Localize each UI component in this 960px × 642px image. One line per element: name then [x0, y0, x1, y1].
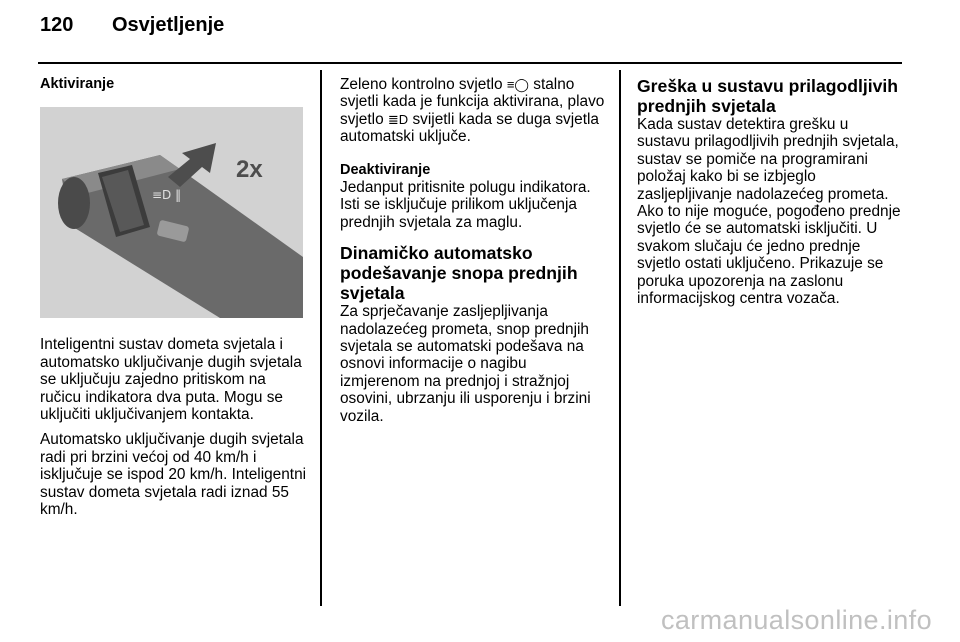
section-heading: Dinamičko automatsko podešavanje snopa prednjih svjetala — [340, 243, 578, 304]
light-symbol-icon: ≡D ‖ — [152, 188, 182, 203]
paragraph: Kada sustav detektira grešku u sustavu prilagodljivih prednjih svjetala, sustav se pomiče na programirani položaj kako bi se izbjeglo zasljepljivanje nadolazećeg prometa. Ako to nije moguće, pogođeno prednje svjetlo će se automatski isključiti. U svakom slučaju će jedno prednje svjetlo ostati uključeno. Prikazuje se poruka upozorenja na zaslonu informacijskog centra vozača. — [637, 116, 901, 308]
high-beam-icon: ≣D — [387, 111, 409, 127]
section-heading: Greška u sustavu prilagodljivih prednjih svjetala — [637, 76, 899, 116]
paragraph: Za sprječavanje zasljepljivanja nadolazećeg prometa, snop prednjih svjetala se automatski podešava na osnovi informacije o nagibu izmjerenom na prednjoj i stražnjoj osovini, ubrzanju ili usporenju i brzini vozila. — [340, 303, 591, 425]
paragraph: Automatsko uključivanje dugih svjetala radi pri brzini većoj od 40 km/h i isključuje se ispod 20 km/h. Inteligentni sustav dometa svjetala radi iznad 55 km/h. — [40, 431, 307, 519]
paragraph: Inteligentni sustav dometa svjetala i automatsko uključivanje dugih svjetala se uključuju zajedno pritiskom na ručicu indikatora dva puta. Mogu se uključiti uključivanjem kontakta. — [40, 336, 302, 424]
watermark: carmanualsonline.info — [660, 605, 932, 635]
column-divider-1 — [320, 70, 322, 606]
column-2 — [340, 76, 608, 433]
text-run: svijetli kada se duga svjetla automatski uključe. — [340, 110, 599, 146]
page-title: Osvjetljenje — [112, 14, 225, 36]
text-run: stalno svjetli kada je funkcija aktivirana, plavo svjetlo — [340, 76, 605, 128]
press-count-label: 2x — [236, 156, 263, 184]
page-number: 120 — [40, 14, 74, 36]
indicator-stalk-illustration — [40, 107, 303, 318]
page-header — [40, 14, 224, 37]
subheading-deaktiviranje: Deaktiviranje — [340, 161, 431, 178]
stalk-end-cap — [58, 177, 90, 229]
paragraph: Jedanput pritisnite polugu indikatora. Isti se isključuje prilikom uključenja prednjih svjetala za maglu. — [340, 179, 591, 231]
header-rule — [38, 62, 902, 64]
green-control-light-icon: ≡◯ — [506, 77, 529, 92]
column-1 — [40, 76, 308, 526]
column-divider-2 — [619, 70, 621, 606]
column-3 — [637, 76, 905, 315]
paragraph — [340, 76, 608, 146]
subheading-aktiviranje: Aktiviranje — [40, 76, 115, 92]
text-run: Zeleno kontrolno svjetlo — [340, 76, 507, 93]
